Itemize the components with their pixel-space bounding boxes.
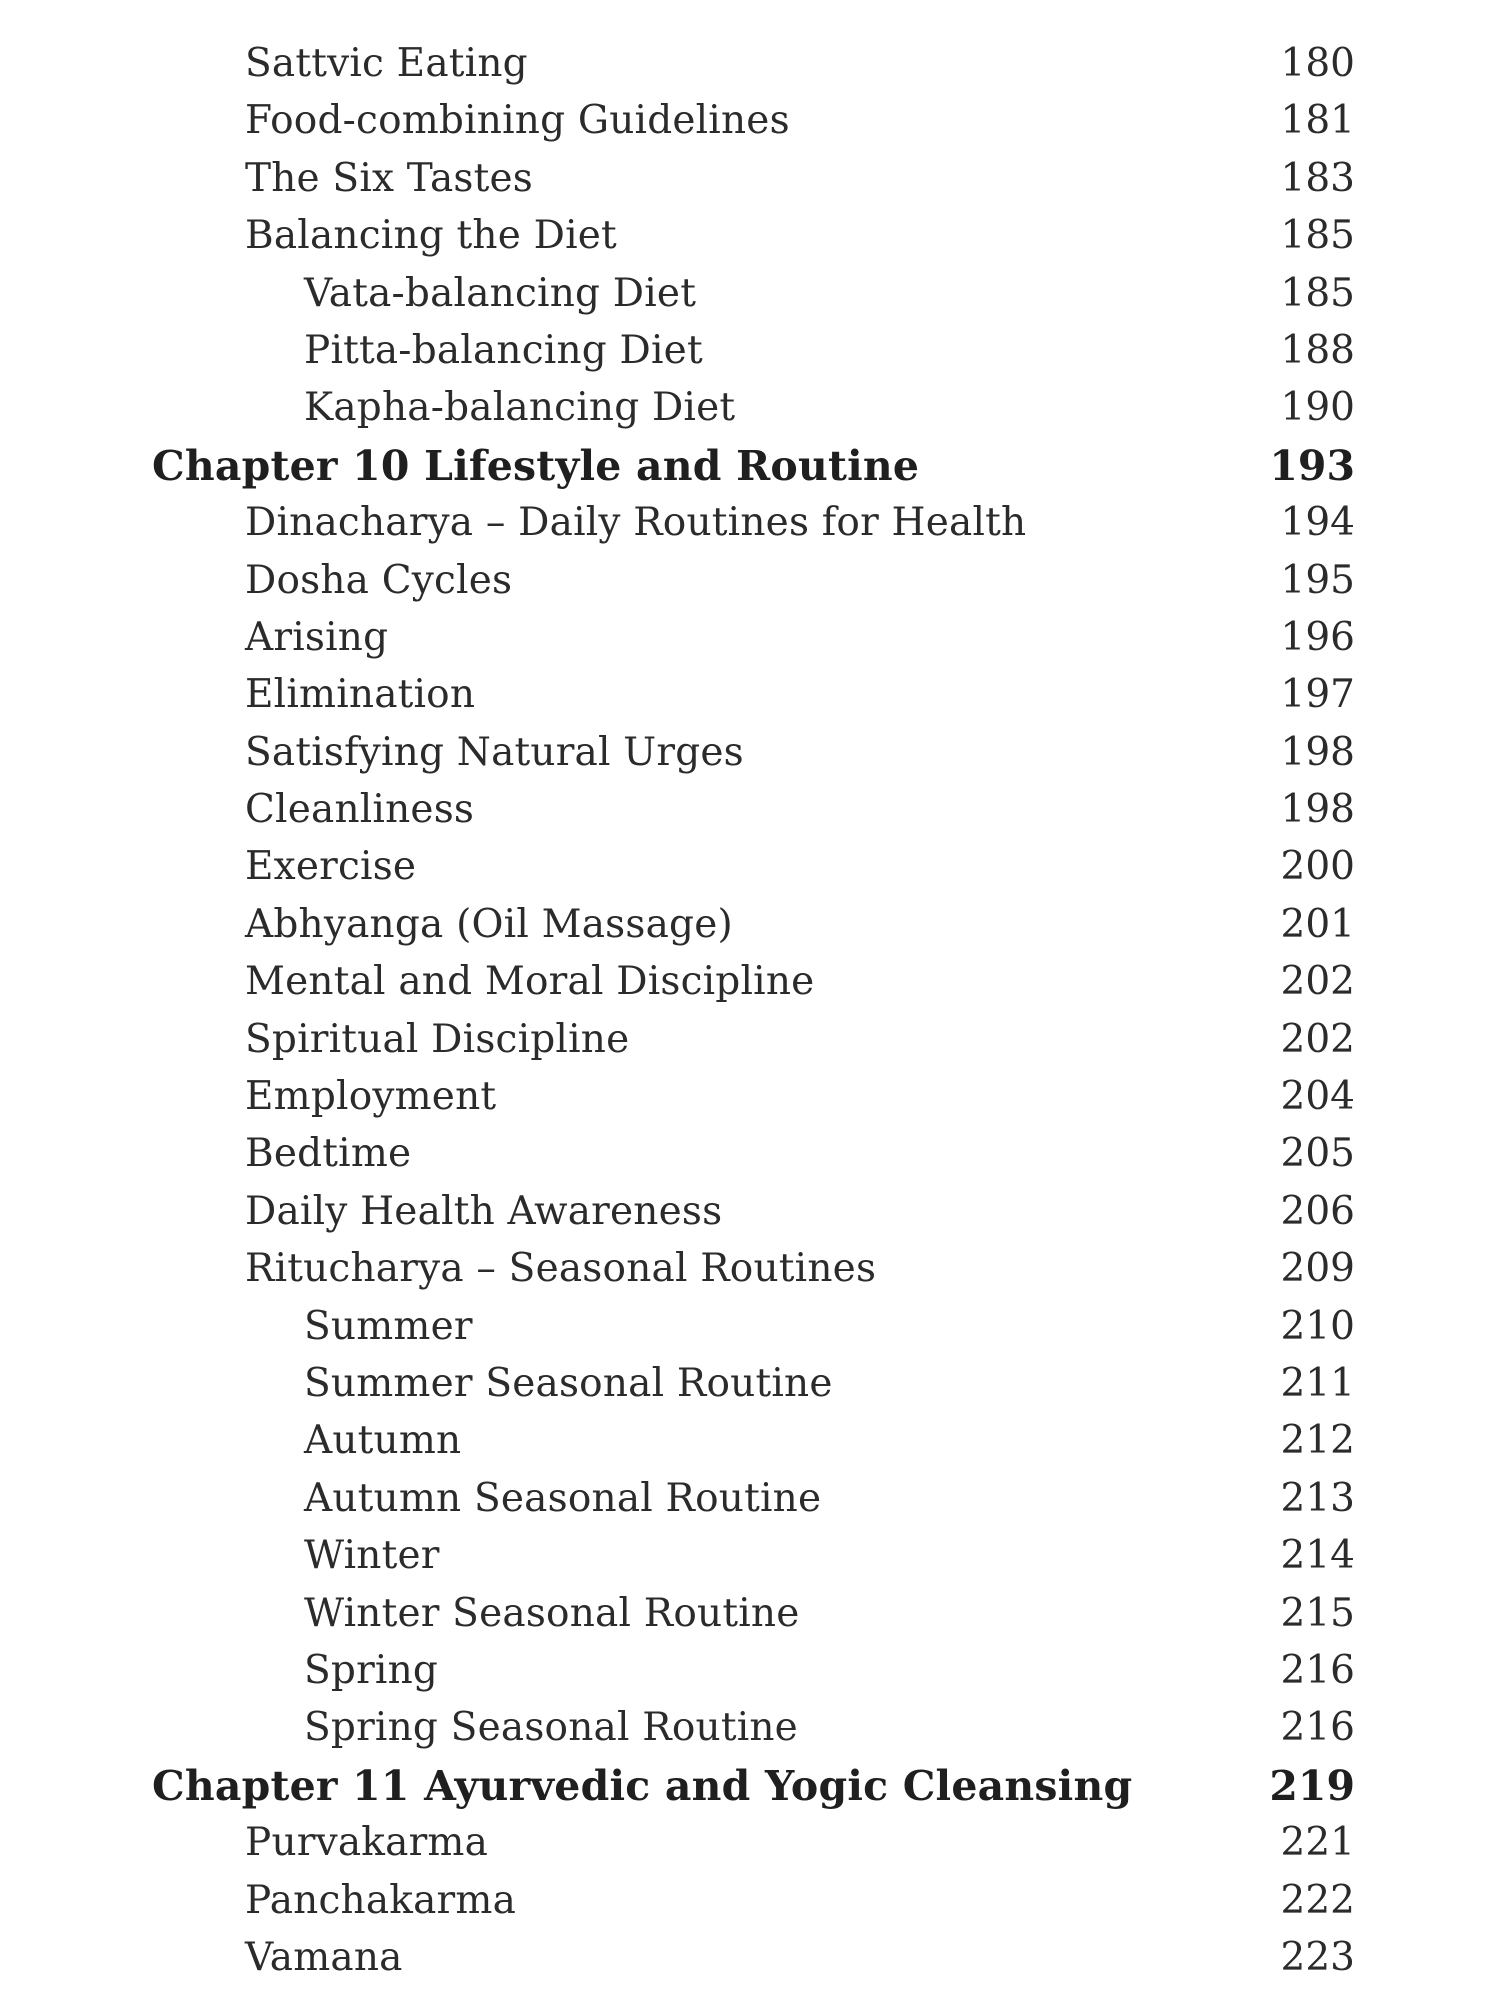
- toc-entry-title: Arising: [245, 614, 389, 660]
- toc-entry: [0, 667, 1500, 724]
- toc-entry-page-number: 185: [1280, 213, 1355, 259]
- toc-entry: [0, 495, 1500, 552]
- toc-entry: [0, 1930, 1500, 1987]
- toc-entry-page-number: 216: [1280, 1647, 1355, 1693]
- toc-subentry: [0, 1471, 1500, 1528]
- toc-entry-title: Balancing the Diet: [245, 213, 617, 259]
- toc-entry-page-number: 223: [1280, 1934, 1355, 1980]
- toc-entry: [0, 1012, 1500, 1069]
- toc-entry: [0, 954, 1500, 1011]
- toc-entry-page-number: 206: [1280, 1188, 1355, 1234]
- toc-subentry: [0, 1413, 1500, 1470]
- toc-entry-title: Autumn Seasonal Routine: [304, 1475, 822, 1521]
- toc-entry-page-number: 183: [1280, 155, 1355, 201]
- toc-entry-title: Exercise: [245, 844, 417, 890]
- toc-entry-title: Dosha Cycles: [245, 557, 513, 603]
- toc-entry-page-number: 202: [1280, 959, 1355, 1005]
- toc-entry-title: Vata-balancing Diet: [304, 270, 697, 316]
- toc-entry-page-number: 197: [1280, 672, 1355, 718]
- toc-subentry: [0, 266, 1500, 323]
- toc-entry: [0, 151, 1500, 208]
- toc-entry: [0, 93, 1500, 150]
- table-of-contents: [0, 36, 1500, 1987]
- toc-entry-page-number: 222: [1280, 1877, 1355, 1923]
- toc-subentry: [0, 1528, 1500, 1585]
- toc-chapter-heading: [0, 1758, 1500, 1815]
- toc-entry-page-number: 201: [1280, 901, 1355, 947]
- toc-entry-title: Winter: [304, 1533, 440, 1579]
- toc-entry-title: Winter Seasonal Routine: [304, 1590, 800, 1636]
- toc-entry-page-number: 196: [1280, 614, 1355, 660]
- toc-entry-title: Dinacharya – Daily Routines for Health: [245, 500, 1027, 546]
- toc-entry-title: Employment: [245, 1074, 497, 1120]
- toc-entry: [0, 1184, 1500, 1241]
- toc-entry-title: Satisfying Natural Urges: [245, 729, 744, 775]
- toc-subentry: [0, 1356, 1500, 1413]
- toc-entry-title: Summer Seasonal Routine: [304, 1360, 833, 1406]
- toc-entry-title: Vamana: [245, 1934, 403, 1980]
- toc-entry: [0, 725, 1500, 782]
- toc-entry-title: Pitta-balancing Diet: [304, 327, 703, 373]
- toc-entry-page-number: 202: [1280, 1016, 1355, 1062]
- toc-entry-page-number: 211: [1280, 1360, 1355, 1406]
- toc-entry-page-number: 181: [1280, 98, 1355, 144]
- toc-entry: [0, 839, 1500, 896]
- toc-entry-title: Kapha-balancing Diet: [304, 385, 736, 431]
- toc-entry-title: Spring: [304, 1647, 439, 1693]
- toc-entry: [0, 1815, 1500, 1872]
- toc-entry-title: Purvakarma: [245, 1820, 489, 1866]
- toc-entry-page-number: 180: [1280, 41, 1355, 86]
- toc-entry: [0, 610, 1500, 667]
- toc-entry-page-number: 204: [1280, 1074, 1355, 1120]
- toc-entry-title: Mental and Moral Discipline: [245, 959, 815, 1005]
- toc-entry: [0, 1241, 1500, 1298]
- toc-entry-page-number: 198: [1280, 729, 1355, 775]
- toc-entry: [0, 782, 1500, 839]
- toc-entry: [0, 36, 1500, 93]
- toc-subentry: [0, 323, 1500, 380]
- toc-entry-page-number: 200: [1280, 844, 1355, 890]
- toc-subentry: [0, 1700, 1500, 1757]
- toc-entry-title: Elimination: [245, 672, 476, 718]
- toc-entry-page-number: 188: [1280, 327, 1355, 373]
- toc-entry-title: Food-combining Guidelines: [245, 98, 790, 144]
- toc-chapter-heading: [0, 438, 1500, 495]
- toc-entry-title: Summer: [304, 1303, 473, 1349]
- toc-entry: [0, 1069, 1500, 1126]
- toc-entry: [0, 897, 1500, 954]
- toc-entry-title: Bedtime: [245, 1131, 412, 1177]
- toc-entry-title: Spring Seasonal Routine: [304, 1705, 798, 1751]
- toc-entry-title: The Six Tastes: [245, 155, 534, 201]
- toc-entry-title: Autumn: [304, 1418, 462, 1464]
- toc-subentry: [0, 1643, 1500, 1700]
- toc-entry-page-number: 213: [1280, 1475, 1355, 1521]
- toc-entry-title: Spiritual Discipline: [245, 1016, 630, 1062]
- toc-entry-title: Cleanliness: [245, 787, 475, 833]
- toc-entry: [0, 553, 1500, 610]
- toc-entry-page-number: 221: [1280, 1820, 1355, 1866]
- toc-subentry: [0, 1299, 1500, 1356]
- toc-entry-page-number: 214: [1280, 1533, 1355, 1579]
- toc-entry-title: Sattvic Eating: [245, 41, 528, 86]
- toc-entry: [0, 1126, 1500, 1183]
- toc-entry-page-number: 185: [1280, 270, 1355, 316]
- toc-entry-page-number: 219: [1269, 1761, 1355, 1810]
- toc-entry-page-number: 209: [1280, 1246, 1355, 1292]
- toc-entry-page-number: 195: [1280, 557, 1355, 603]
- toc-entry-title: Chapter 10 Lifestyle and Routine: [152, 441, 920, 490]
- toc-entry-title: Chapter 11 Ayurvedic and Yogic Cleansing: [152, 1761, 1133, 1810]
- toc-entry-page-number: 193: [1269, 441, 1355, 490]
- toc-entry-page-number: 210: [1280, 1303, 1355, 1349]
- toc-subentry: [0, 1586, 1500, 1643]
- toc-entry-title: Daily Health Awareness: [245, 1188, 723, 1234]
- toc-entry-page-number: 198: [1280, 787, 1355, 833]
- toc-entry-page-number: 212: [1280, 1418, 1355, 1464]
- toc-entry-title: Panchakarma: [245, 1877, 517, 1923]
- toc-subentry: [0, 380, 1500, 437]
- toc-entry-page-number: 216: [1280, 1705, 1355, 1751]
- toc-entry-page-number: 205: [1280, 1131, 1355, 1177]
- toc-entry-title: Abhyanga (Oil Massage): [245, 901, 733, 947]
- toc-entry-page-number: 215: [1280, 1590, 1355, 1636]
- toc-entry: [0, 208, 1500, 265]
- toc-entry: [0, 1873, 1500, 1930]
- toc-entry-page-number: 190: [1280, 385, 1355, 431]
- toc-entry-page-number: 194: [1280, 500, 1355, 546]
- toc-entry-title: Ritucharya – Seasonal Routines: [245, 1246, 877, 1292]
